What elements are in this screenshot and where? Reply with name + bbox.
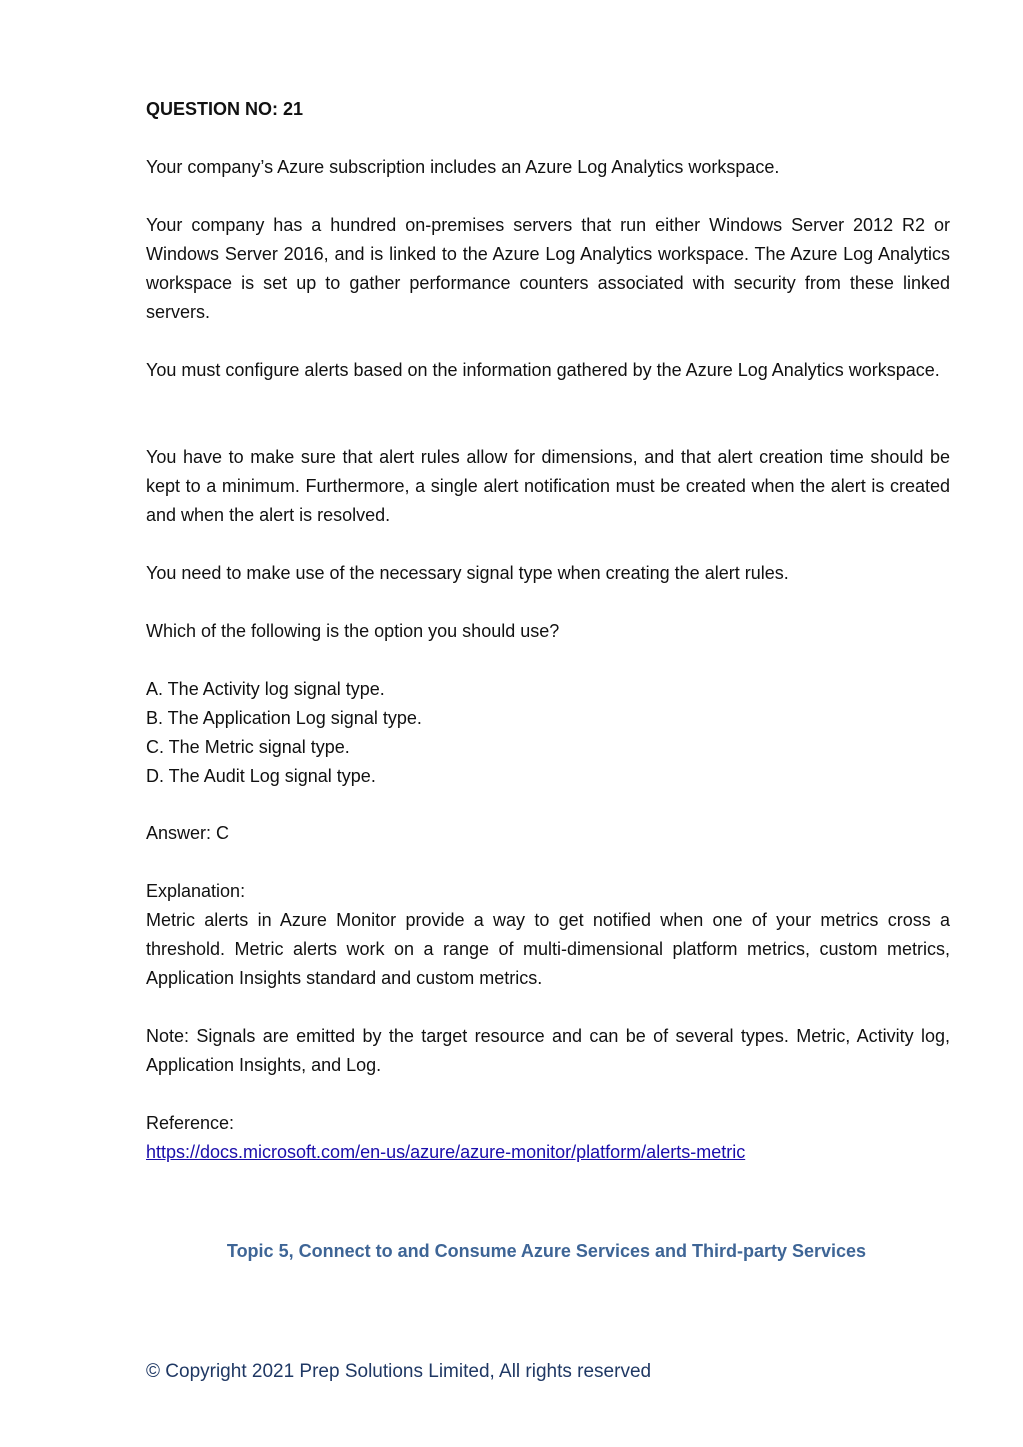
reference-heading: Reference: bbox=[146, 1113, 235, 1133]
explanation-text: Metric alerts in Azure Monitor provide a way to get notified when one of your metrics cross a threshold. Metric alerts work on a range of multi-dimensional platform metrics, custom metrics, Application Insights standard and custom metrics. bbox=[146, 910, 950, 988]
answer-options bbox=[146, 675, 950, 791]
option-c: C. The Metric signal type. bbox=[146, 737, 350, 757]
question-paragraph: You must configure alerts based on the information gathered by the Azure Log Analytics workspace. bbox=[146, 360, 940, 380]
question-paragraph: You have to make sure that alert rules allow for dimensions, and that alert creation time should be kept to a minimum. Furthermore, a single alert notification must be created when the alert is created and when the alert is resolved. bbox=[146, 447, 950, 525]
answer: Answer: C bbox=[146, 823, 230, 843]
question-paragraph: Your company has a hundred on-premises servers that run either Windows Server 2012 R2 or Windows Server 2016, and is linked to the Azure Log Analytics workspace. The Azure Log Analytics workspace is set up to gather performance counters associated with security from these linked servers. bbox=[146, 215, 950, 322]
option-a: A. The Activity log signal type. bbox=[146, 679, 385, 699]
question-number: QUESTION NO: 21 bbox=[146, 99, 304, 119]
reference-link-row bbox=[146, 1138, 950, 1167]
option-d: D. The Audit Log signal type. bbox=[146, 766, 376, 786]
topic-heading: Topic 5, Connect to and Consume Azure Services and Third-party Services bbox=[226, 1241, 867, 1261]
explanation-heading: Explanation: bbox=[146, 881, 246, 901]
question-prompt: Which of the following is the option you should use? bbox=[146, 621, 560, 641]
question-paragraph: Your company’s Azure subscription includes an Azure Log Analytics workspace. bbox=[146, 157, 780, 177]
explanation-note: Note: Signals are emitted by the target resource and can be of several types. Metric, Activity log, Application Insights, and Log. bbox=[146, 1026, 950, 1075]
copyright-footer: © Copyright 2021 Prep Solutions Limited, All rights reserved bbox=[146, 1361, 652, 1382]
reference-link[interactable]: https://docs.microsoft.com/en-us/azure/azure-monitor/platform/alerts-metric bbox=[146, 1142, 746, 1162]
question-paragraph: You need to make use of the necessary signal type when creating the alert rules. bbox=[146, 563, 789, 583]
option-b: B. The Application Log signal type. bbox=[146, 708, 422, 728]
